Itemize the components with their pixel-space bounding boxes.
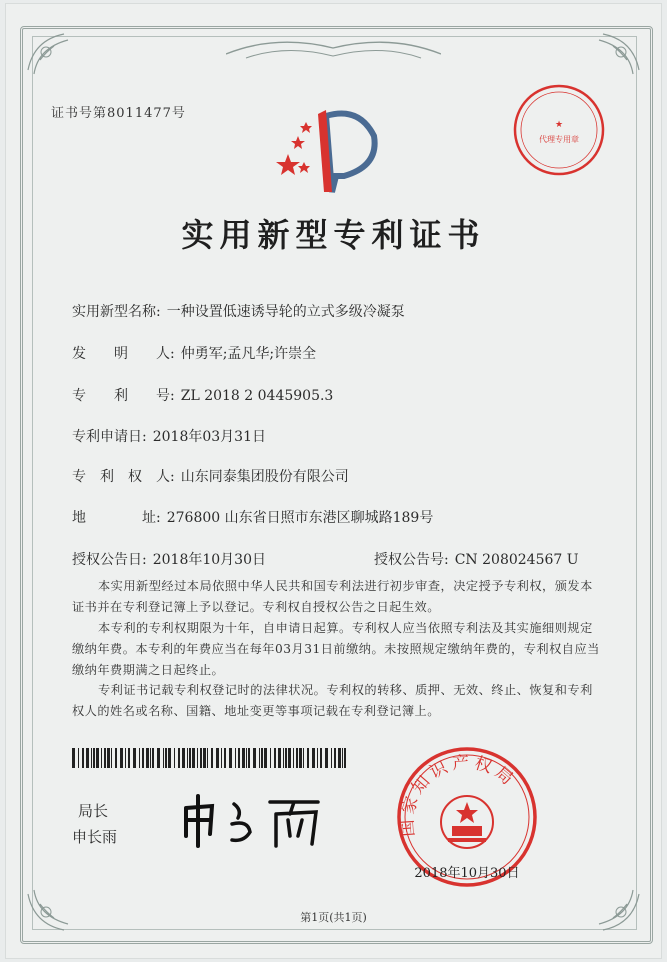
certificate-page: [6, 4, 661, 958]
field-utility-model-name: [72, 301, 405, 321]
paragraph-1: 本实用新型经过本局依照中华人民共和国专利法进行初步审查，决定授予专利权，颁发本证书并在专利登记簿上予以登记。专利权自授权公告之日起生效。: [72, 579, 593, 614]
paragraph-2: 本专利的专利权期限为十年，自申请日起算。专利权人应当依照专利法及其实施细则规定缴纳年费。本专利的年费应当在每年03月31日前缴纳。未按照规定缴纳年费的，专利权自应当缴纳年费期满之日起终止。: [72, 621, 600, 677]
page-footer: 第1页(共1页): [300, 911, 367, 924]
field-label: 专 利 权 人:: [72, 469, 175, 485]
field-label: 专 利 号:: [72, 388, 175, 404]
field-label: 专利申请日:: [72, 429, 147, 445]
certificate-number: 证书号第8011477号: [51, 106, 186, 121]
field-patent-number: [72, 385, 333, 405]
field-value: 一种设置低速诱导轮的立式多级冷凝泵: [166, 304, 405, 320]
field-label: 地 址:: [72, 510, 161, 526]
field-value: 276800 山东省日照市东港区聊城路189号: [166, 510, 434, 526]
field-value: ZL 2018 2 0445905.3: [180, 388, 334, 404]
corner-ornament-top-left: [24, 30, 84, 90]
paragraph-3: 专利证书记载专利权登记时的法律状况。专利权的转移、质押、无效、终止、恢复和专利权人的姓名或名称、国籍、地址变更等事项记载在专利登记簿上。: [72, 683, 593, 718]
field-value: CN 208024567 U: [454, 552, 579, 568]
field-inventors: [72, 343, 316, 363]
corner-ornament-bottom-right: [583, 874, 643, 934]
field-label: 授权公告号:: [374, 552, 449, 568]
corner-ornament-bottom-left: [24, 874, 84, 934]
svg-text:国家知识产权局: 国家知识产权局: [397, 752, 520, 838]
field-value: 仲勇军;孟凡华;许崇全: [180, 346, 317, 362]
svg-text:代理专用章: 代理专用章: [539, 135, 579, 144]
field-address: [72, 507, 433, 527]
handwritten-signature: [178, 790, 328, 850]
agency-seal: [511, 82, 607, 178]
barcode: [72, 748, 350, 768]
svg-text:★: ★: [554, 120, 564, 130]
cnipa-logo: [274, 96, 389, 196]
field-grant-date: [72, 549, 266, 569]
field-value: 2018年10月30日: [152, 552, 266, 568]
corner-ornament-top-right: [583, 30, 643, 90]
field-value: 山东同泰集团股份有限公司: [180, 469, 349, 485]
field-label: 授权公告日:: [72, 552, 147, 568]
field-grant-announcement-number: [374, 549, 579, 569]
signer-title: 局长: [78, 802, 109, 820]
top-ornament: [226, 34, 441, 64]
signer-name: 申长雨: [72, 828, 118, 846]
field-patentee: [72, 466, 349, 486]
field-label: 发 明 人:: [72, 346, 175, 362]
certificate-title: 实用新型专利证书: [181, 216, 486, 254]
field-value: 2018年03月31日: [152, 429, 266, 445]
field-application-date: [72, 426, 266, 446]
seal-date: 2018年10月30日: [414, 866, 520, 881]
field-label: 实用新型名称:: [72, 304, 161, 320]
